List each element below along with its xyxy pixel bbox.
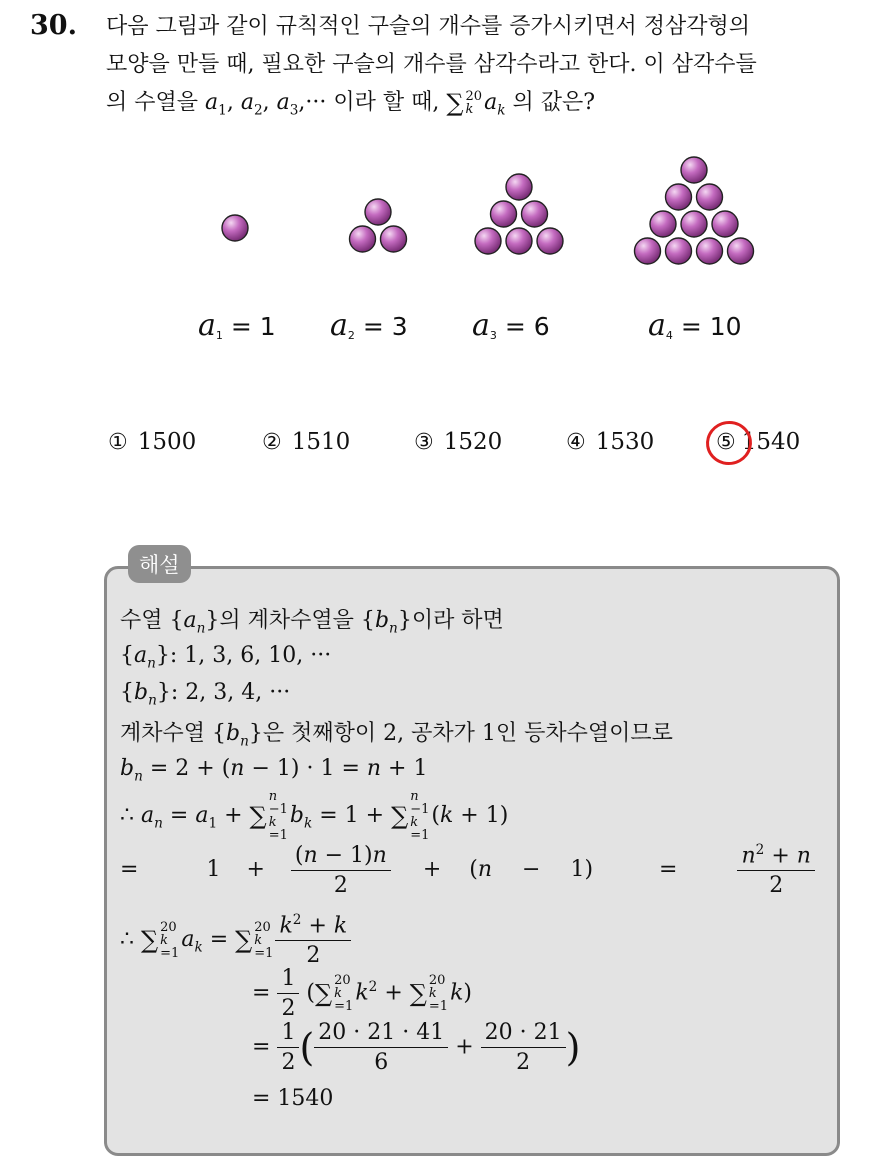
solution-line-4: 계차수열 $\{b_n\}$은 첫째항이 2, 공차가 1인 등차수열이므로	[120, 721, 673, 750]
solution-line-6: ∴ $a_n = a_1$ + ∑ n −1 k =1 $b_k = 1$ + ∑ n −1 k =1 (k + 1)	[120, 789, 509, 843]
marble	[350, 226, 376, 252]
solution-line-3: $\{b_n\}$: 2, 3, 4, ···	[120, 680, 291, 709]
marble	[522, 201, 548, 227]
sequence-terms: $a_1$, $a_2$, $a_3,\cdot\cdot\cdot$	[205, 90, 327, 119]
choice-1[interactable]: ① 1500	[108, 429, 197, 455]
marble	[666, 184, 692, 210]
choice-5[interactable]: ⑤ 1540	[716, 429, 801, 455]
marble	[728, 238, 754, 264]
marble	[506, 174, 532, 200]
marble	[666, 238, 692, 264]
question-number: 30.	[30, 10, 77, 41]
solution-line-2: $\{a_n\}$: 1, 3, 6, 10, ···	[120, 643, 332, 672]
marble	[222, 215, 248, 241]
choice-3[interactable]: ③ 1520	[414, 429, 503, 455]
label-a1: $a_1 = 1$	[198, 308, 276, 343]
marble	[381, 226, 407, 252]
marble	[712, 211, 738, 237]
label-a4: $a_4 = 10$	[648, 308, 742, 343]
question-line-3-prefix: 의 수열을	[106, 90, 199, 115]
marble	[697, 238, 723, 264]
marble	[681, 211, 707, 237]
solution-line-5: $b_n = 2 + (n - 1) \cdot 1 = n + 1$	[120, 756, 428, 785]
solution-line-9: = $\frac{1}{2}$ (∑ 20 k =1 $k^2$ + ∑ 20 k =1 k)	[252, 966, 473, 1021]
solution-final: = 1540	[252, 1086, 334, 1111]
solution-line-1: 수열 $\{a_n\}$의 계차수열을 $\{b_n\}$이라 하면	[120, 608, 504, 637]
marble	[537, 228, 563, 254]
marble	[681, 157, 707, 183]
solution-line-8: ∴ ∑ 20 k =1 $a_k$ = ∑ 20 k =1 $\frac{k^2 + k}{2}$	[120, 912, 351, 968]
marble	[635, 238, 661, 264]
question-line-3-mid: 이라 할 때,	[333, 90, 440, 115]
solution-line-7: = 1 + $\frac{(n - 1)n}{2}$ + (n − 1) = $\frac{n^2 + n}{2}$	[120, 842, 815, 898]
marble	[650, 211, 676, 237]
sum-expression: ∑ 20 k $a_k$	[446, 89, 506, 119]
marble	[475, 228, 501, 254]
question-line-3-suffix: 의 값은?	[512, 90, 596, 115]
marble	[491, 201, 517, 227]
marble	[365, 199, 391, 225]
marble	[506, 228, 532, 254]
question-line-3	[106, 88, 595, 125]
choice-2[interactable]: ② 1510	[262, 429, 351, 455]
solution-line-10: = $\frac{1}{2}$ ( $\frac{20 \cdot 21 \cdot 41}{6}$ + $\frac{20 \cdot 21}{2}$ )	[252, 1020, 581, 1075]
marble	[697, 184, 723, 210]
label-a2: $a_2 = 3$	[330, 308, 408, 343]
triangle-number-figure	[0, 150, 884, 450]
question-line-2: 모양을 만들 때, 필요한 구슬의 개수를 삼각수라고 한다. 이 삼각수들	[106, 52, 757, 77]
label-a3: $a_3 = 6$	[472, 308, 550, 343]
solution-tag: 해설	[128, 545, 191, 583]
question-line-1: 다음 그림과 같이 규칙적인 구슬의 개수를 증가시키면서 정삼각형의	[106, 14, 751, 39]
marble-group	[222, 157, 754, 264]
choice-4[interactable]: ④ 1530	[566, 429, 655, 455]
